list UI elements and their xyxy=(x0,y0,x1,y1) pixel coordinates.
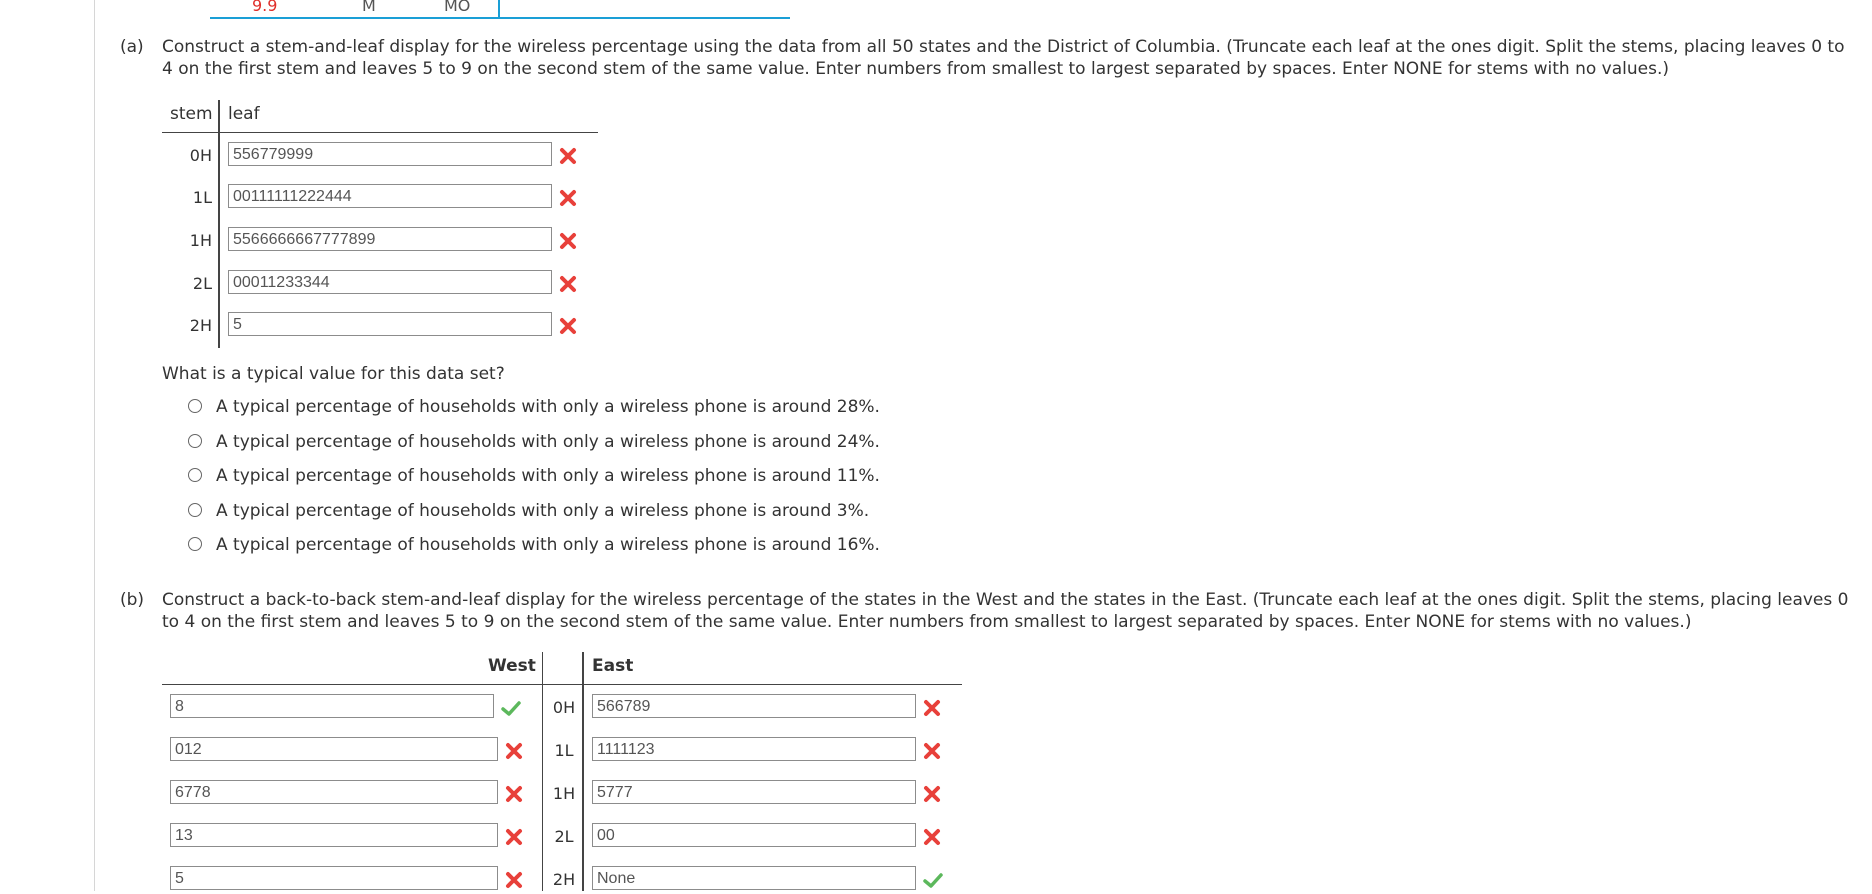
stem-leaf-row xyxy=(162,270,598,298)
option-label: A typical percentage of households with only a wireless phone is around 3%. xyxy=(216,501,870,521)
option-label: A typical percentage of households with only a wireless phone is around 28%. xyxy=(216,397,880,417)
back-to-back-row xyxy=(162,823,962,851)
stem-label: 1L xyxy=(554,741,574,760)
check-icon xyxy=(922,870,944,890)
part-a-text: Construct a stem-and-leaf display for the wireless percentage using the data from all 50 states and the District of Columbia. (Truncate each leaf at the ones digit. Split the stems, placing leaves 0 to 4 on the first stem and leaves 5 to 9 on the second stem of the same value. Enter numbers from smallest to largest separated by spaces. Enter NONE for stems with no values.) xyxy=(162,37,1845,79)
top-value-3: MO xyxy=(444,0,471,15)
stem-label: 1H xyxy=(552,784,576,803)
b-table-divider-west xyxy=(542,652,543,891)
stem-label: 1H xyxy=(189,231,212,250)
question-typical-value: What is a typical value for this data set? xyxy=(162,364,505,384)
x-mark-icon xyxy=(504,827,524,847)
leaf-input[interactable]: 5 xyxy=(228,312,552,336)
option-label: A typical percentage of households with only a wireless phone is around 24%. xyxy=(216,432,880,452)
east-leaf-input[interactable]: 00 xyxy=(592,823,916,847)
part-a-label: (a) xyxy=(120,37,144,57)
leaf-header: leaf xyxy=(228,104,260,124)
x-mark-icon xyxy=(558,146,578,166)
x-mark-icon xyxy=(558,274,578,294)
stem-leaf-row xyxy=(162,184,598,212)
stem-label: 2H xyxy=(552,870,576,889)
x-mark-icon xyxy=(558,231,578,251)
east-leaf-input[interactable]: None xyxy=(592,866,916,890)
x-mark-icon xyxy=(922,698,942,718)
part-b-label: (b) xyxy=(120,590,145,610)
top-underline xyxy=(210,17,790,19)
stem-label: 2L xyxy=(192,274,212,293)
x-mark-icon xyxy=(922,741,942,761)
check-icon xyxy=(500,698,522,718)
stem-label: 2L xyxy=(554,827,574,846)
b-table-divider-east xyxy=(582,652,584,891)
x-mark-icon xyxy=(504,741,524,761)
x-mark-icon xyxy=(504,870,524,890)
east-leaf-input[interactable]: 566789 xyxy=(592,694,916,718)
leaf-input[interactable]: 00111111222444 xyxy=(228,184,552,208)
top-divider xyxy=(498,0,500,18)
table-stem-divider xyxy=(218,100,220,348)
x-mark-icon xyxy=(504,784,524,804)
stem-label: 1L xyxy=(192,188,212,207)
east-leaf-input[interactable]: 1111123 xyxy=(592,737,916,761)
stem-leaf-row xyxy=(162,227,598,255)
option-label: A typical percentage of households with only a wireless phone is around 16%. xyxy=(216,535,880,555)
back-to-back-row xyxy=(162,780,962,808)
top-value-1: 9.9 xyxy=(252,0,278,15)
west-leaf-input[interactable]: 012 xyxy=(170,737,498,761)
leaf-input[interactable]: 00011233344 xyxy=(228,270,552,294)
east-header: East xyxy=(592,656,634,676)
radio-button[interactable] xyxy=(188,503,202,517)
stem-label: 0H xyxy=(552,698,576,717)
back-to-back-row xyxy=(162,694,962,722)
west-leaf-input[interactable]: 6778 xyxy=(170,780,498,804)
top-data-strip xyxy=(210,0,790,20)
stem-leaf-row xyxy=(162,142,598,170)
west-header: West xyxy=(488,656,536,676)
east-leaf-input[interactable]: 5777 xyxy=(592,780,916,804)
west-leaf-input[interactable]: 8 xyxy=(170,694,494,718)
table-header-rule xyxy=(162,132,598,133)
leaf-input[interactable]: 556779999 xyxy=(228,142,552,166)
stem-label: 2H xyxy=(189,316,212,335)
stem-header: stem xyxy=(170,104,213,124)
leaf-input[interactable]: 5566666667777899 xyxy=(228,227,552,251)
back-to-back-row xyxy=(162,866,962,894)
radio-button[interactable] xyxy=(188,468,202,482)
x-mark-icon xyxy=(558,188,578,208)
top-value-2: M xyxy=(362,0,376,15)
radio-button[interactable] xyxy=(188,537,202,551)
back-to-back-table xyxy=(162,652,962,891)
radio-button[interactable] xyxy=(188,399,202,413)
x-mark-icon xyxy=(922,827,942,847)
b-table-header-rule xyxy=(162,684,962,685)
back-to-back-row xyxy=(162,737,962,765)
radio-button[interactable] xyxy=(188,434,202,448)
option-label: A typical percentage of households with only a wireless phone is around 11%. xyxy=(216,466,880,486)
west-leaf-input[interactable]: 13 xyxy=(170,823,498,847)
x-mark-icon xyxy=(922,784,942,804)
stem-label: 0H xyxy=(189,146,212,165)
part-b-text: Construct a back-to-back stem-and-leaf display for the wireless percentage of the states in the West and the states in the East. (Truncate each leaf at the ones digit. Split the stems, placing leaves 0 to 4 on the first stem and leaves 5 to 9 on the second stem of the same value. Enter numbers from smallest to largest separated by spaces. Enter NONE for stems with no values.) xyxy=(162,590,1849,632)
x-mark-icon xyxy=(558,316,578,336)
left-margin-rule xyxy=(94,0,95,891)
west-leaf-input[interactable]: 5 xyxy=(170,866,498,890)
stem-leaf-row xyxy=(162,312,598,340)
